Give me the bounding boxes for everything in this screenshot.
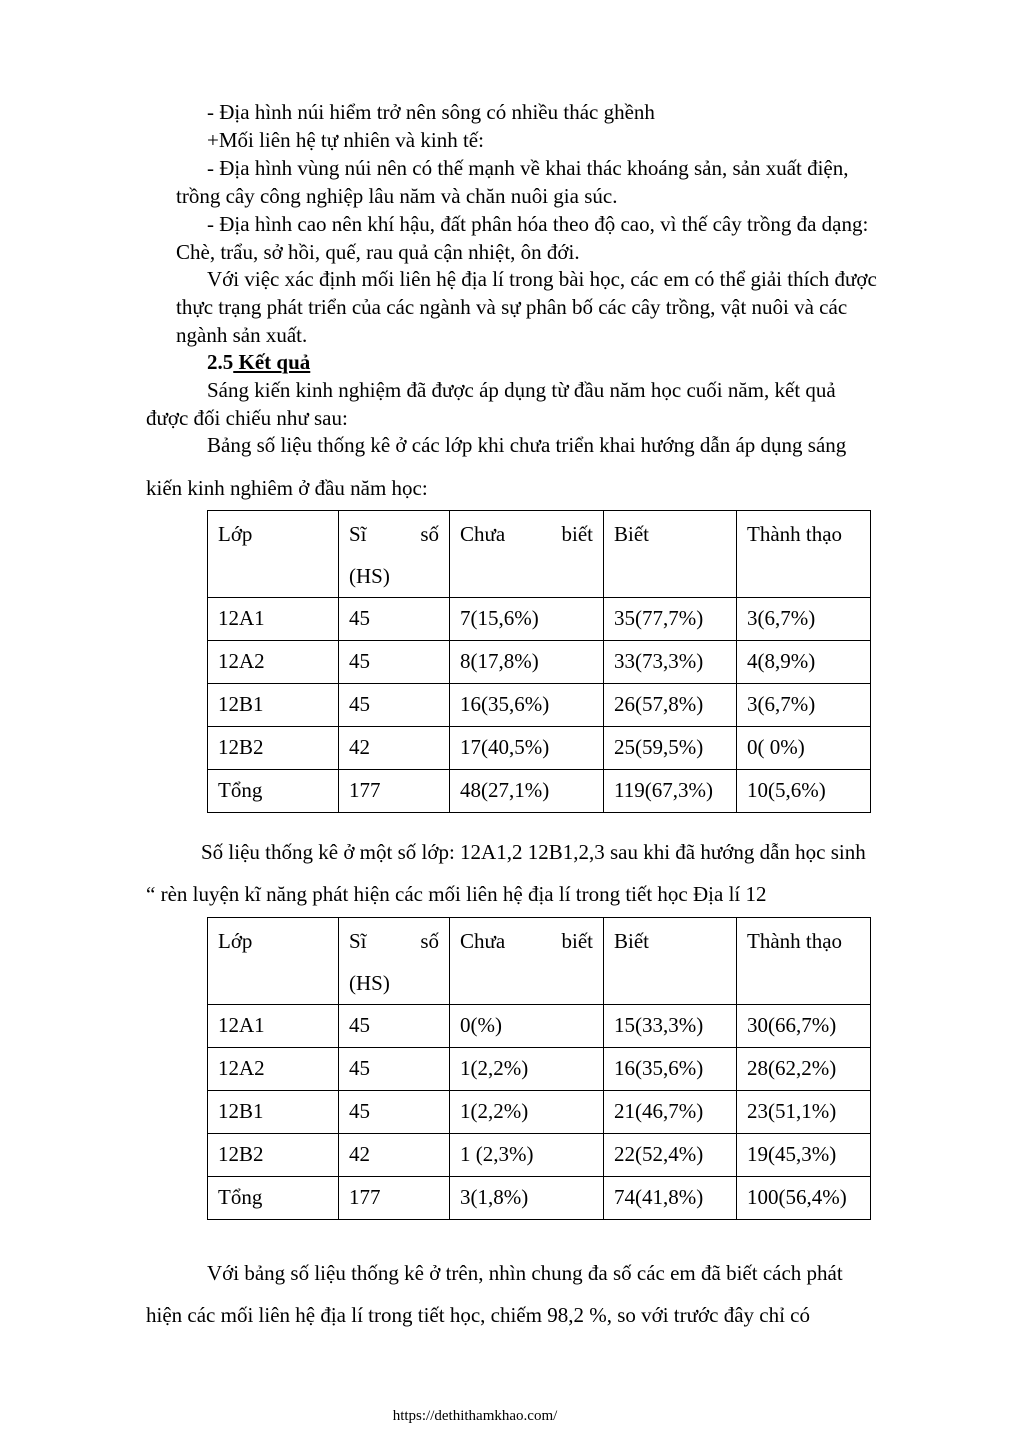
text-line: kiến kinh nghiêm ở đầu năm học:: [146, 476, 428, 500]
cell-count: 42: [339, 727, 450, 770]
table-row: [208, 641, 871, 684]
section-heading: [207, 348, 310, 376]
cell-proficient: 23(51,1%): [737, 1091, 871, 1134]
table-row: [208, 1134, 871, 1177]
stats-table-before: [207, 510, 871, 813]
header-hs: (HS): [349, 971, 390, 995]
header-si-so: [339, 918, 450, 1005]
cell-class: 12A1: [208, 598, 339, 641]
header-thanh-thao: Thành thạo: [737, 918, 871, 1005]
cell-class: 12A2: [208, 641, 339, 684]
header-so: số: [420, 522, 439, 546]
cell-count: 45: [339, 1048, 450, 1091]
cell-count: 45: [339, 1091, 450, 1134]
cell-class: 12B1: [208, 684, 339, 727]
cell-class: Tổng: [208, 1177, 339, 1220]
text-line: - Địa hình cao nên khí hậu, đất phân hóa theo độ cao, vì thế cây trồng đa dạng:: [207, 212, 869, 236]
cell-proficient: 28(62,2%): [737, 1048, 871, 1091]
cell-know: 25(59,5%): [604, 727, 737, 770]
cell-class: 12B2: [208, 727, 339, 770]
text-line: +Mối liên hệ tự nhiên và kinh tế:: [207, 128, 484, 152]
cell-not-know: 7(15,6%): [450, 598, 604, 641]
cell-not-know: 48(27,1%): [450, 770, 604, 813]
header-chua: Chưa: [460, 929, 506, 953]
table-total-row: [208, 770, 871, 813]
header-chua-biet: [450, 918, 604, 1005]
cell-know: 21(46,7%): [604, 1091, 737, 1134]
cell-know: 33(73,3%): [604, 641, 737, 684]
text-line: thực trạng phát triển của các ngành và sự phân bố các cây trồng, vật nuôi và các: [176, 295, 848, 319]
cell-proficient: 100(56,4%): [737, 1177, 871, 1220]
cell-know: 15(33,3%): [604, 1005, 737, 1048]
footer-url: https://dethithamkhao.com/: [392, 1408, 558, 1424]
cell-not-know: 0(%): [450, 1005, 604, 1048]
header-chua-biet: [450, 511, 604, 598]
table-row: [208, 727, 871, 770]
table-row: [208, 1005, 871, 1048]
cell-count: 42: [339, 1134, 450, 1177]
cell-know: 26(57,8%): [604, 684, 737, 727]
text-line: Với việc xác định mối liên hệ địa lí trong bài học, các em có thể giải thích được: [207, 267, 877, 291]
table-row: [208, 1048, 871, 1091]
cell-proficient: 19(45,3%): [737, 1134, 871, 1177]
cell-count: 177: [339, 770, 450, 813]
cell-count: 177: [339, 1177, 450, 1220]
header-hs: (HS): [349, 564, 390, 588]
text-line: Sáng kiến kinh nghiệm đã được áp dụng từ đầu năm học cuối năm, kết quả: [207, 378, 836, 402]
cell-know: 16(35,6%): [604, 1048, 737, 1091]
header-thanh-thao: Thành thạo: [737, 511, 871, 598]
cell-not-know: 16(35,6%): [450, 684, 604, 727]
header-chua: Chưa: [460, 522, 506, 546]
header-si-so: [339, 511, 450, 598]
header-si: Sĩ: [349, 522, 367, 546]
cell-class: 12A1: [208, 1005, 339, 1048]
text-line: Chè, trẩu, sở hồi, quế, rau quả cận nhiệt, ôn đới.: [176, 240, 580, 264]
text-line: ngành sản xuất.: [176, 323, 308, 347]
header-biet-word: biết: [561, 929, 593, 953]
text-line: Với bảng số liệu thống kê ở trên, nhìn chung đa số các em đã biết cách phát: [207, 1261, 843, 1285]
table-row: [208, 598, 871, 641]
cell-not-know: 1(2,2%): [450, 1048, 604, 1091]
header-so: số: [420, 929, 439, 953]
header-lop: Lớp: [208, 918, 339, 1005]
text-line: trồng cây công nghiệp lâu năm và chăn nuôi gia súc.: [176, 184, 618, 208]
cell-class: 12B1: [208, 1091, 339, 1134]
table-header-row: [208, 918, 871, 1005]
cell-proficient: 10(5,6%): [737, 770, 871, 813]
cell-not-know: 1(2,2%): [450, 1091, 604, 1134]
cell-not-know: 8(17,8%): [450, 641, 604, 684]
table-header-row: [208, 511, 871, 598]
text-line: hiện các mối liên hệ địa lí trong tiết học, chiếm 98,2 %, so với trước đây chỉ có: [146, 1303, 810, 1327]
text-line: được đối chiếu như sau:: [146, 406, 348, 430]
cell-know: 74(41,8%): [604, 1177, 737, 1220]
cell-count: 45: [339, 1005, 450, 1048]
cell-know: 35(77,7%): [604, 598, 737, 641]
header-biet: Biết: [604, 918, 737, 1005]
cell-proficient: 3(6,7%): [737, 598, 871, 641]
table-total-row: [208, 1177, 871, 1220]
text-line: - Địa hình vùng núi nên có thế mạnh về khai thác khoáng sản, sản xuất điện,: [207, 156, 849, 180]
table-row: [208, 684, 871, 727]
table-row: [208, 1091, 871, 1134]
cell-proficient: 4(8,9%): [737, 641, 871, 684]
cell-class: Tổng: [208, 770, 339, 813]
stats-table-after: [207, 917, 871, 1220]
cell-count: 45: [339, 598, 450, 641]
header-biet: Biết: [604, 511, 737, 598]
text-line: “ rèn luyện kĩ năng phát hiện các mối liên hệ địa lí trong tiết học Địa lí 12: [146, 882, 767, 906]
cell-count: 45: [339, 641, 450, 684]
cell-know: 22(52,4%): [604, 1134, 737, 1177]
cell-proficient: 0( 0%): [737, 727, 871, 770]
header-biet-word: biết: [561, 522, 593, 546]
cell-proficient: 3(6,7%): [737, 684, 871, 727]
section-title: Kết quả: [233, 350, 311, 374]
text-line: Bảng số liệu thống kê ở các lớp khi chưa triển khai hướng dẫn áp dụng sáng: [207, 433, 847, 457]
header-lop: Lớp: [208, 511, 339, 598]
cell-count: 45: [339, 684, 450, 727]
cell-not-know: 17(40,5%): [450, 727, 604, 770]
cell-proficient: 30(66,7%): [737, 1005, 871, 1048]
cell-not-know: 1 (2,3%): [450, 1134, 604, 1177]
header-si: Sĩ: [349, 929, 367, 953]
cell-not-know: 3(1,8%): [450, 1177, 604, 1220]
text-line: - Địa hình núi hiểm trở nên sông có nhiều thác ghềnh: [207, 100, 655, 124]
section-number: 2.5: [207, 350, 234, 374]
cell-know: 119(67,3%): [604, 770, 737, 813]
cell-class: 12B2: [208, 1134, 339, 1177]
cell-class: 12A2: [208, 1048, 339, 1091]
text-line: Số liệu thống kê ở một số lớp: 12A1,2 12B1,2,3 sau khi đã hướng dẫn học sinh: [201, 840, 866, 864]
